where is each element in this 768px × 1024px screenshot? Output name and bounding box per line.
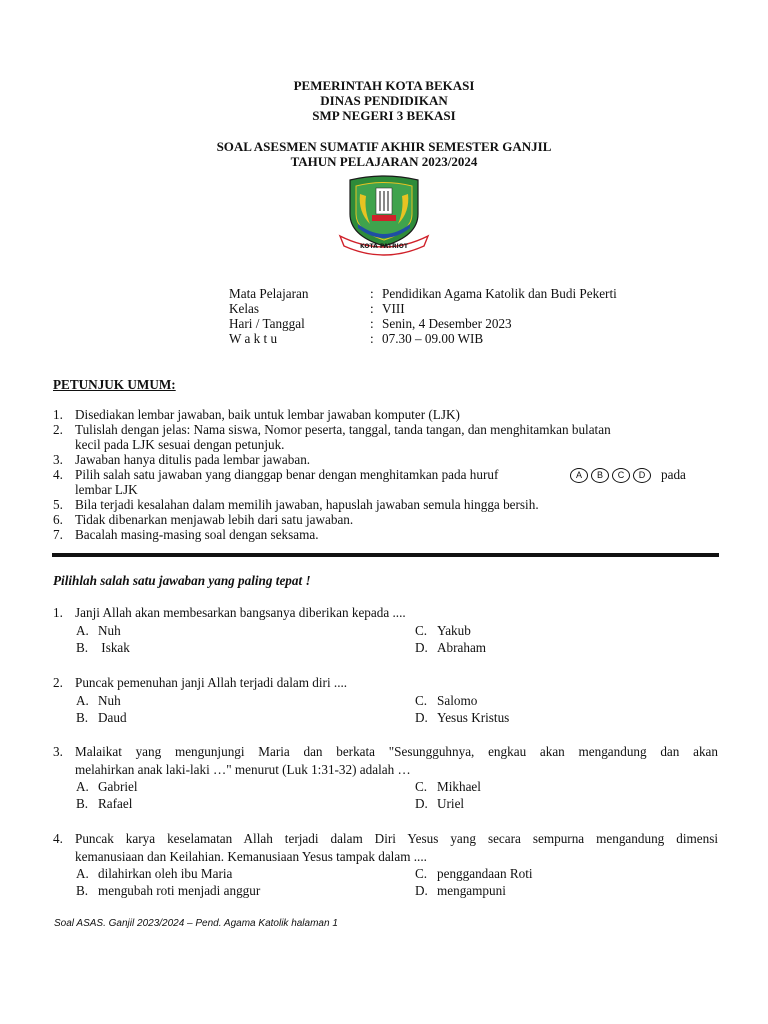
meta-colon: : <box>370 286 374 301</box>
option-text: Yesus Kristus <box>437 710 510 725</box>
option-letter: A. <box>76 623 89 638</box>
option-letter: A. <box>76 779 89 794</box>
option-a[interactable] <box>76 866 232 881</box>
option-letter: B. <box>76 710 89 725</box>
option-b[interactable] <box>76 640 130 655</box>
option-b[interactable] <box>76 883 260 898</box>
meta-label: W a k t u <box>229 331 278 346</box>
option-text: penggandaan Roti <box>437 866 533 881</box>
instruction-item <box>0 527 768 542</box>
option-letter: D. <box>415 796 428 811</box>
meta-label: Kelas <box>229 301 260 316</box>
option-a[interactable] <box>76 623 121 638</box>
question-number: 4. <box>53 831 63 846</box>
question-3 <box>0 744 768 812</box>
instruction-number: 4. <box>53 467 63 482</box>
option-text: Rafael <box>98 796 133 811</box>
question-number: 1. <box>53 605 63 620</box>
header-government: PEMERINTAH KOTA BEKASI <box>293 78 475 93</box>
instruction-number: 5. <box>53 497 63 512</box>
meta-value: Pendidikan Agama Katolik dan Budi Pekerti <box>382 286 617 301</box>
option-letter: D. <box>415 883 428 898</box>
option-d[interactable] <box>415 710 509 725</box>
option-letter: B. <box>76 796 89 811</box>
instruction-item <box>0 512 768 527</box>
circle-c-icon: C <box>612 468 630 483</box>
question-2 <box>0 675 768 725</box>
question-text: Malaikat yang mengunjungi Maria dan berkata "Sesungguhnya, engkau akan mengandung dan akan <box>75 744 718 759</box>
option-d[interactable] <box>415 883 506 898</box>
meta-colon: : <box>370 301 374 316</box>
option-letter: C. <box>415 866 428 881</box>
meta-label: Mata Pelajaran <box>229 286 309 301</box>
option-letter: A. <box>76 866 89 881</box>
option-letter: D. <box>415 710 428 725</box>
question-text: Puncak pemenuhan janji Allah terjadi dalam diri .... <box>75 675 348 690</box>
option-letter: A. <box>76 693 89 708</box>
city-emblem-logo <box>336 174 432 256</box>
option-letter: B. <box>76 883 89 898</box>
question-number: 3. <box>53 744 63 759</box>
logo-ribbon-text: KOTA PATRIOT <box>359 243 409 250</box>
instruction-number: 3. <box>53 452 63 467</box>
option-b[interactable] <box>76 796 132 811</box>
instruction-text: Tidak dibenarkan menjawab lebih dari satu jawaban. <box>75 512 354 527</box>
option-c[interactable] <box>415 779 481 794</box>
option-text: Yakub <box>437 623 471 638</box>
section-divider <box>52 553 719 557</box>
option-text: Iskak <box>98 640 130 655</box>
option-c[interactable] <box>415 693 477 708</box>
meta-colon: : <box>370 331 374 346</box>
meta-value: Senin, 4 Desember 2023 <box>382 316 512 331</box>
meta-colon: : <box>370 316 374 331</box>
exam-title: SOAL ASESMEN SUMATIF AKHIR SEMESTER GANJIL <box>216 139 552 154</box>
option-letter: B. <box>76 640 89 655</box>
option-text: mengampuni <box>437 883 506 898</box>
section-title: Pilihlah salah satu jawaban yang paling tepat ! <box>53 573 311 588</box>
circle-d-icon: D <box>633 468 651 483</box>
instruction-item <box>0 497 768 512</box>
option-letter: C. <box>415 779 428 794</box>
question-1 <box>0 605 768 655</box>
instruction-item <box>0 407 768 422</box>
option-text: Gabriel <box>98 779 138 794</box>
meta-label: Hari / Tanggal <box>229 316 305 331</box>
instruction-text-continued: lembar LJK <box>75 482 138 497</box>
instruction-item <box>0 467 768 497</box>
option-text: Nuh <box>98 623 121 638</box>
option-letter: C. <box>415 693 428 708</box>
question-4 <box>0 831 768 899</box>
instruction-text: Disediakan lembar jawaban, baik untuk lembar jawaban komputer (LJK) <box>75 407 460 422</box>
instruction-number: 7. <box>53 527 63 542</box>
circle-b-icon: B <box>591 468 609 483</box>
option-b[interactable] <box>76 710 127 725</box>
question-text-continued: kemanusiaan dan Keilahian. Kemanusiaan Yesus tampak dalam .... <box>75 849 427 864</box>
option-letter: C. <box>415 623 428 638</box>
option-letter: D. <box>415 640 428 655</box>
question-text: Janji Allah akan membesarkan bangsanya diberikan kepada .... <box>75 605 406 620</box>
option-d[interactable] <box>415 640 486 655</box>
instructions-title: PETUNJUK UMUM: <box>53 377 176 392</box>
instruction-text: Jawaban hanya ditulis pada lembar jawaban. <box>75 452 311 467</box>
instruction-number: 1. <box>53 407 63 422</box>
meta-value: VIII <box>382 301 405 316</box>
circle-a-icon: A <box>570 468 588 483</box>
instruction-text: Tulislah dengan jelas: Nama siswa, Nomor peserta, tanggal, tanda tangan, dan menghitamkan bulatan <box>75 422 611 437</box>
header-department: DINAS PENDIDIKAN <box>320 93 448 108</box>
option-a[interactable] <box>76 693 121 708</box>
answer-circles <box>570 467 654 483</box>
instruction-text-after: pada <box>661 467 686 482</box>
option-text: dilahirkan oleh ibu Maria <box>98 866 233 881</box>
option-text: Uriel <box>437 796 465 811</box>
option-c[interactable] <box>415 866 533 881</box>
question-text: Puncak karya keselamatan Allah terjadi dalam Diri Yesus yang secara sempurna mengandung dimensi <box>75 831 718 846</box>
header-school: SMP NEGERI 3 BEKASI <box>312 108 456 123</box>
instruction-number: 2. <box>53 422 63 437</box>
option-text: Mikhael <box>437 779 481 794</box>
instruction-number: 6. <box>53 512 63 527</box>
instruction-item <box>0 422 768 452</box>
exam-year: TAHUN PELAJARAN 2023/2024 <box>290 154 478 169</box>
option-text: Daud <box>98 710 127 725</box>
instruction-text: Bila terjadi kesalahan dalam memilih jawaban, hapuslah jawaban semula hingga bersih. <box>75 497 539 512</box>
meta-value: 07.30 – 09.00 WIB <box>382 331 484 346</box>
instruction-text: Pilih salah satu jawaban yang dianggap benar dengan menghitamkan pada huruf <box>75 467 499 482</box>
instruction-text: Bacalah masing-masing soal dengan seksama. <box>75 527 319 542</box>
option-text: Nuh <box>98 693 121 708</box>
option-text: Abraham <box>437 640 487 655</box>
option-text: Salomo <box>437 693 478 708</box>
instruction-item <box>0 452 768 467</box>
question-number: 2. <box>53 675 63 690</box>
option-a[interactable] <box>76 779 138 794</box>
instruction-text-continued: kecil pada LJK sesuai dengan petunjuk. <box>75 437 285 452</box>
option-c[interactable] <box>415 623 471 638</box>
option-d[interactable] <box>415 796 464 811</box>
page-footer: Soal ASAS. Ganjil 2023/2024 – Pend. Agama Katolik halaman 1 <box>54 918 338 929</box>
option-text: mengubah roti menjadi anggur <box>98 883 261 898</box>
question-text-continued: melahirkan anak laki-laki …" menurut (Luk 1:31-32) adalah … <box>75 762 411 777</box>
